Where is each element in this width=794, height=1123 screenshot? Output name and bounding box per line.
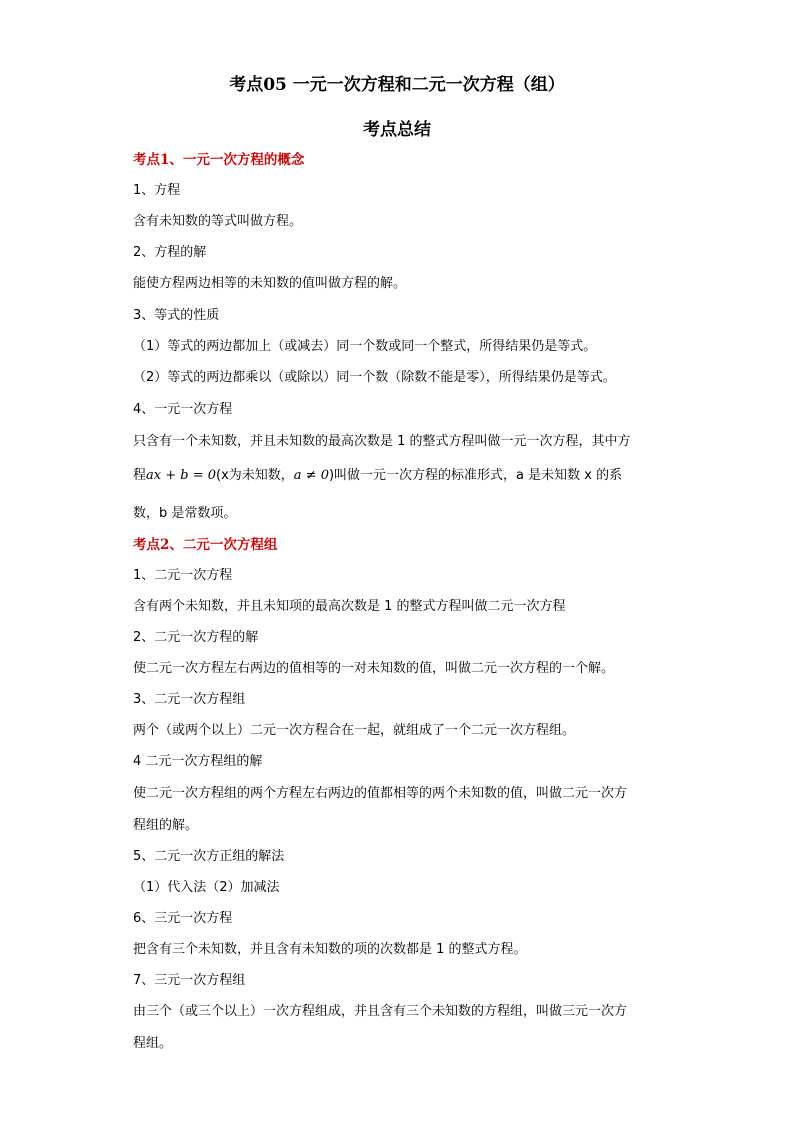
s2-item4-title: 4 二元一次方程组的解	[133, 754, 263, 769]
s2-item5-title: 5、二元一次方正组的解法	[133, 849, 285, 864]
s2-item3-title: 3、二元一次方程组	[133, 692, 246, 707]
page-subtitle: 考点总结	[363, 120, 431, 140]
section2-heading: 考点2、二元一次方程组	[133, 537, 278, 553]
s2-item4-line1: 使二元一次方程组的两个方程左右两边的值都相等的两个未知数的值，叫做二元一次方	[133, 786, 628, 801]
s2-item2-title: 2、二元一次方程的解	[133, 630, 259, 645]
s1-item1-text: 含有未知数的等式叫做方程。	[133, 214, 303, 229]
s2-item4-line2: 程组的解。	[133, 818, 199, 833]
s1-item4-line2-mid: (x为未知数，	[216, 468, 294, 483]
s2-item5-text: （1）代入法（2）加减法	[133, 880, 280, 895]
s1-item4-line2	[133, 466, 622, 486]
s1-item3-p1: （1）等式的两边都加上（或减去）同一个数或同一个整式，所得结果仍是等式。	[133, 339, 597, 354]
page-title: 考点05 一元一次方程和二元一次方程（组）	[229, 75, 565, 95]
s1-item2-title: 2、方程的解	[133, 245, 207, 260]
section1-heading: 考点1、一元一次方程的概念	[133, 152, 305, 168]
s2-item6-title: 6、三元一次方程	[133, 911, 233, 926]
s1-item4-line2-pre: 程	[133, 468, 147, 483]
s2-item7-line1: 由三个（或三个以上）一次方程组成，并且含有三个未知数的方程组，叫做三元一次方	[133, 1004, 628, 1019]
s1-item2-text: 能使方程两边相等的未知数的值叫做方程的解。	[133, 276, 407, 291]
s2-item1-text: 含有两个未知数，并且未知项的最高次数是 1 的整式方程叫做二元一次方程	[133, 599, 566, 614]
s1-item3-title: 3、等式的性质	[133, 308, 220, 323]
s2-item7-title: 7、三元一次方程组	[133, 973, 246, 988]
s1-item3-p2: （2）等式的两边都乘以（或除以）同一个数（除数不能是零），所得结果仍是等式。	[133, 370, 616, 385]
s2-item6-text: 把含有三个未知数，并且含有未知数的项的次数都是 1 的整式方程。	[133, 942, 527, 957]
nonzero-condition: a ≠ 0	[293, 468, 329, 483]
s2-item1-title: 1、二元一次方程	[133, 568, 233, 583]
standard-form-formula: ax + b = 0	[146, 468, 217, 483]
s2-item7-line2: 程组。	[133, 1036, 173, 1051]
s1-item4-line1: 只含有一个未知数，并且未知数的最高次数是 1 的整式方程叫做一元一次方程，其中方	[133, 434, 631, 449]
s1-item4-title: 4、一元一次方程	[133, 402, 233, 417]
s2-item2-text: 使二元一次方程左右两边的值相等的一对未知数的值，叫做二元一次方程的一个解。	[133, 661, 615, 676]
s2-item3-text: 两个（或两个以上）二元一次方程合在一起，就组成了一个二元一次方程组。	[133, 723, 576, 738]
s1-item1-title: 1、方程	[133, 183, 181, 198]
s1-item4-line2-post: )叫做一元一次方程的标准形式，a 是未知数 x 的系	[328, 468, 623, 483]
s1-item4-line3: 数，b 是常数项。	[133, 506, 237, 521]
